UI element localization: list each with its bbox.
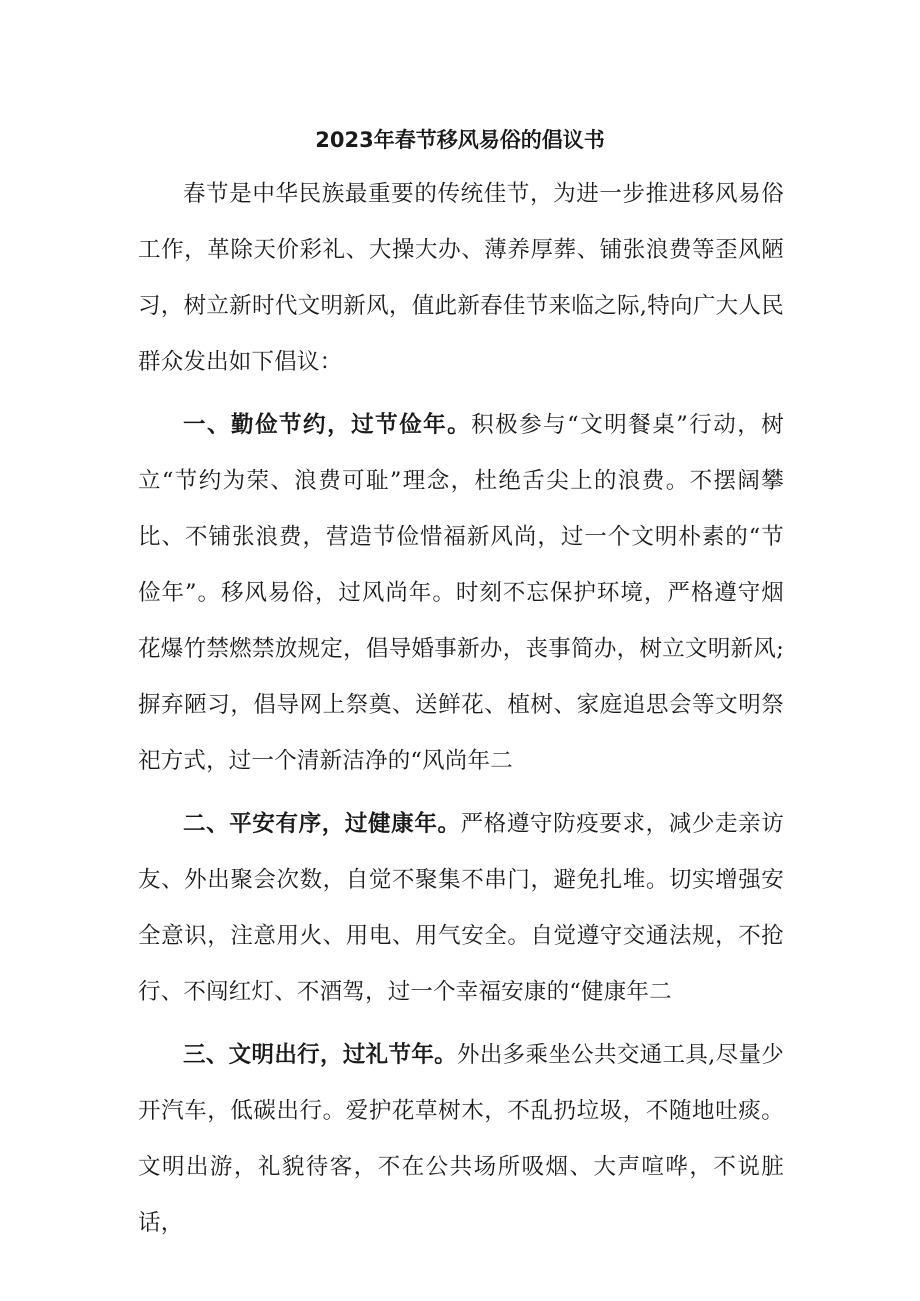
paragraph-text: 积极参与“文明餐桌”行动，树立“节约为荣、浪费可耻”理念，杜绝舌尖上的浪费。不摆阔攀比、不铺张浪费，营造节俭惜福新风尚，过一个文明朴素的“节俭年”。移风易俗，过风尚年。时刻不忘保护环境，严格遵守烟花爆竹禁燃禁放规定，倡导婚事新办，丧事简办，树立文明新风;摒弃陋习，倡导网上祭奠、送鲜花、植树、家庭追思会等文明祭祀方式，过一个清新洁净的“风尚年二 — [138, 412, 784, 774]
proposal-paragraph-1 — [138, 397, 784, 789]
proposal-heading: 一、勤俭节约，过节俭年。 — [183, 412, 472, 438]
proposal-paragraph-2 — [138, 796, 784, 1020]
document-title: 2023年春节移风易俗的倡议书 — [315, 128, 605, 152]
intro-paragraph — [138, 166, 784, 390]
paragraph-text: 严格遵守防疫要求，减少走亲访友、外出聚会次数，自觉不聚集不串门，避免扎堆。切实增强安全意识，注意用火、用电、用气安全。自觉遵守交通法规，不抢行、不闯红灯、不酒驾，过一个幸福安康的“健康年二 — [138, 811, 784, 1005]
proposal-heading: 二、平安有序，过健康年。 — [183, 811, 461, 837]
proposal-heading: 三、文明出行，过礼节年。 — [183, 1042, 457, 1068]
proposal-paragraph-3 — [138, 1027, 784, 1251]
document-body — [138, 166, 784, 1251]
paragraph-text: 外出多乘坐公共交通工具,尽量少开汽车，低碳出行。爱护花草树木，不乱扔垃圾，不随地吐痰。文明出游，礼貌待客，不在公共场所吸烟、大声喧哗，不说脏话， — [138, 1042, 785, 1236]
paragraph-text: 春节是中华民族最重要的传统佳节，为进一步推进移风易俗工作，革除天价彩礼、大操大办、薄养厚葬、铺张浪费等歪风陋习，树立新时代文明新风，值此新春佳节来临之际,特向广大人民群众发出如下倡议： — [138, 181, 784, 375]
